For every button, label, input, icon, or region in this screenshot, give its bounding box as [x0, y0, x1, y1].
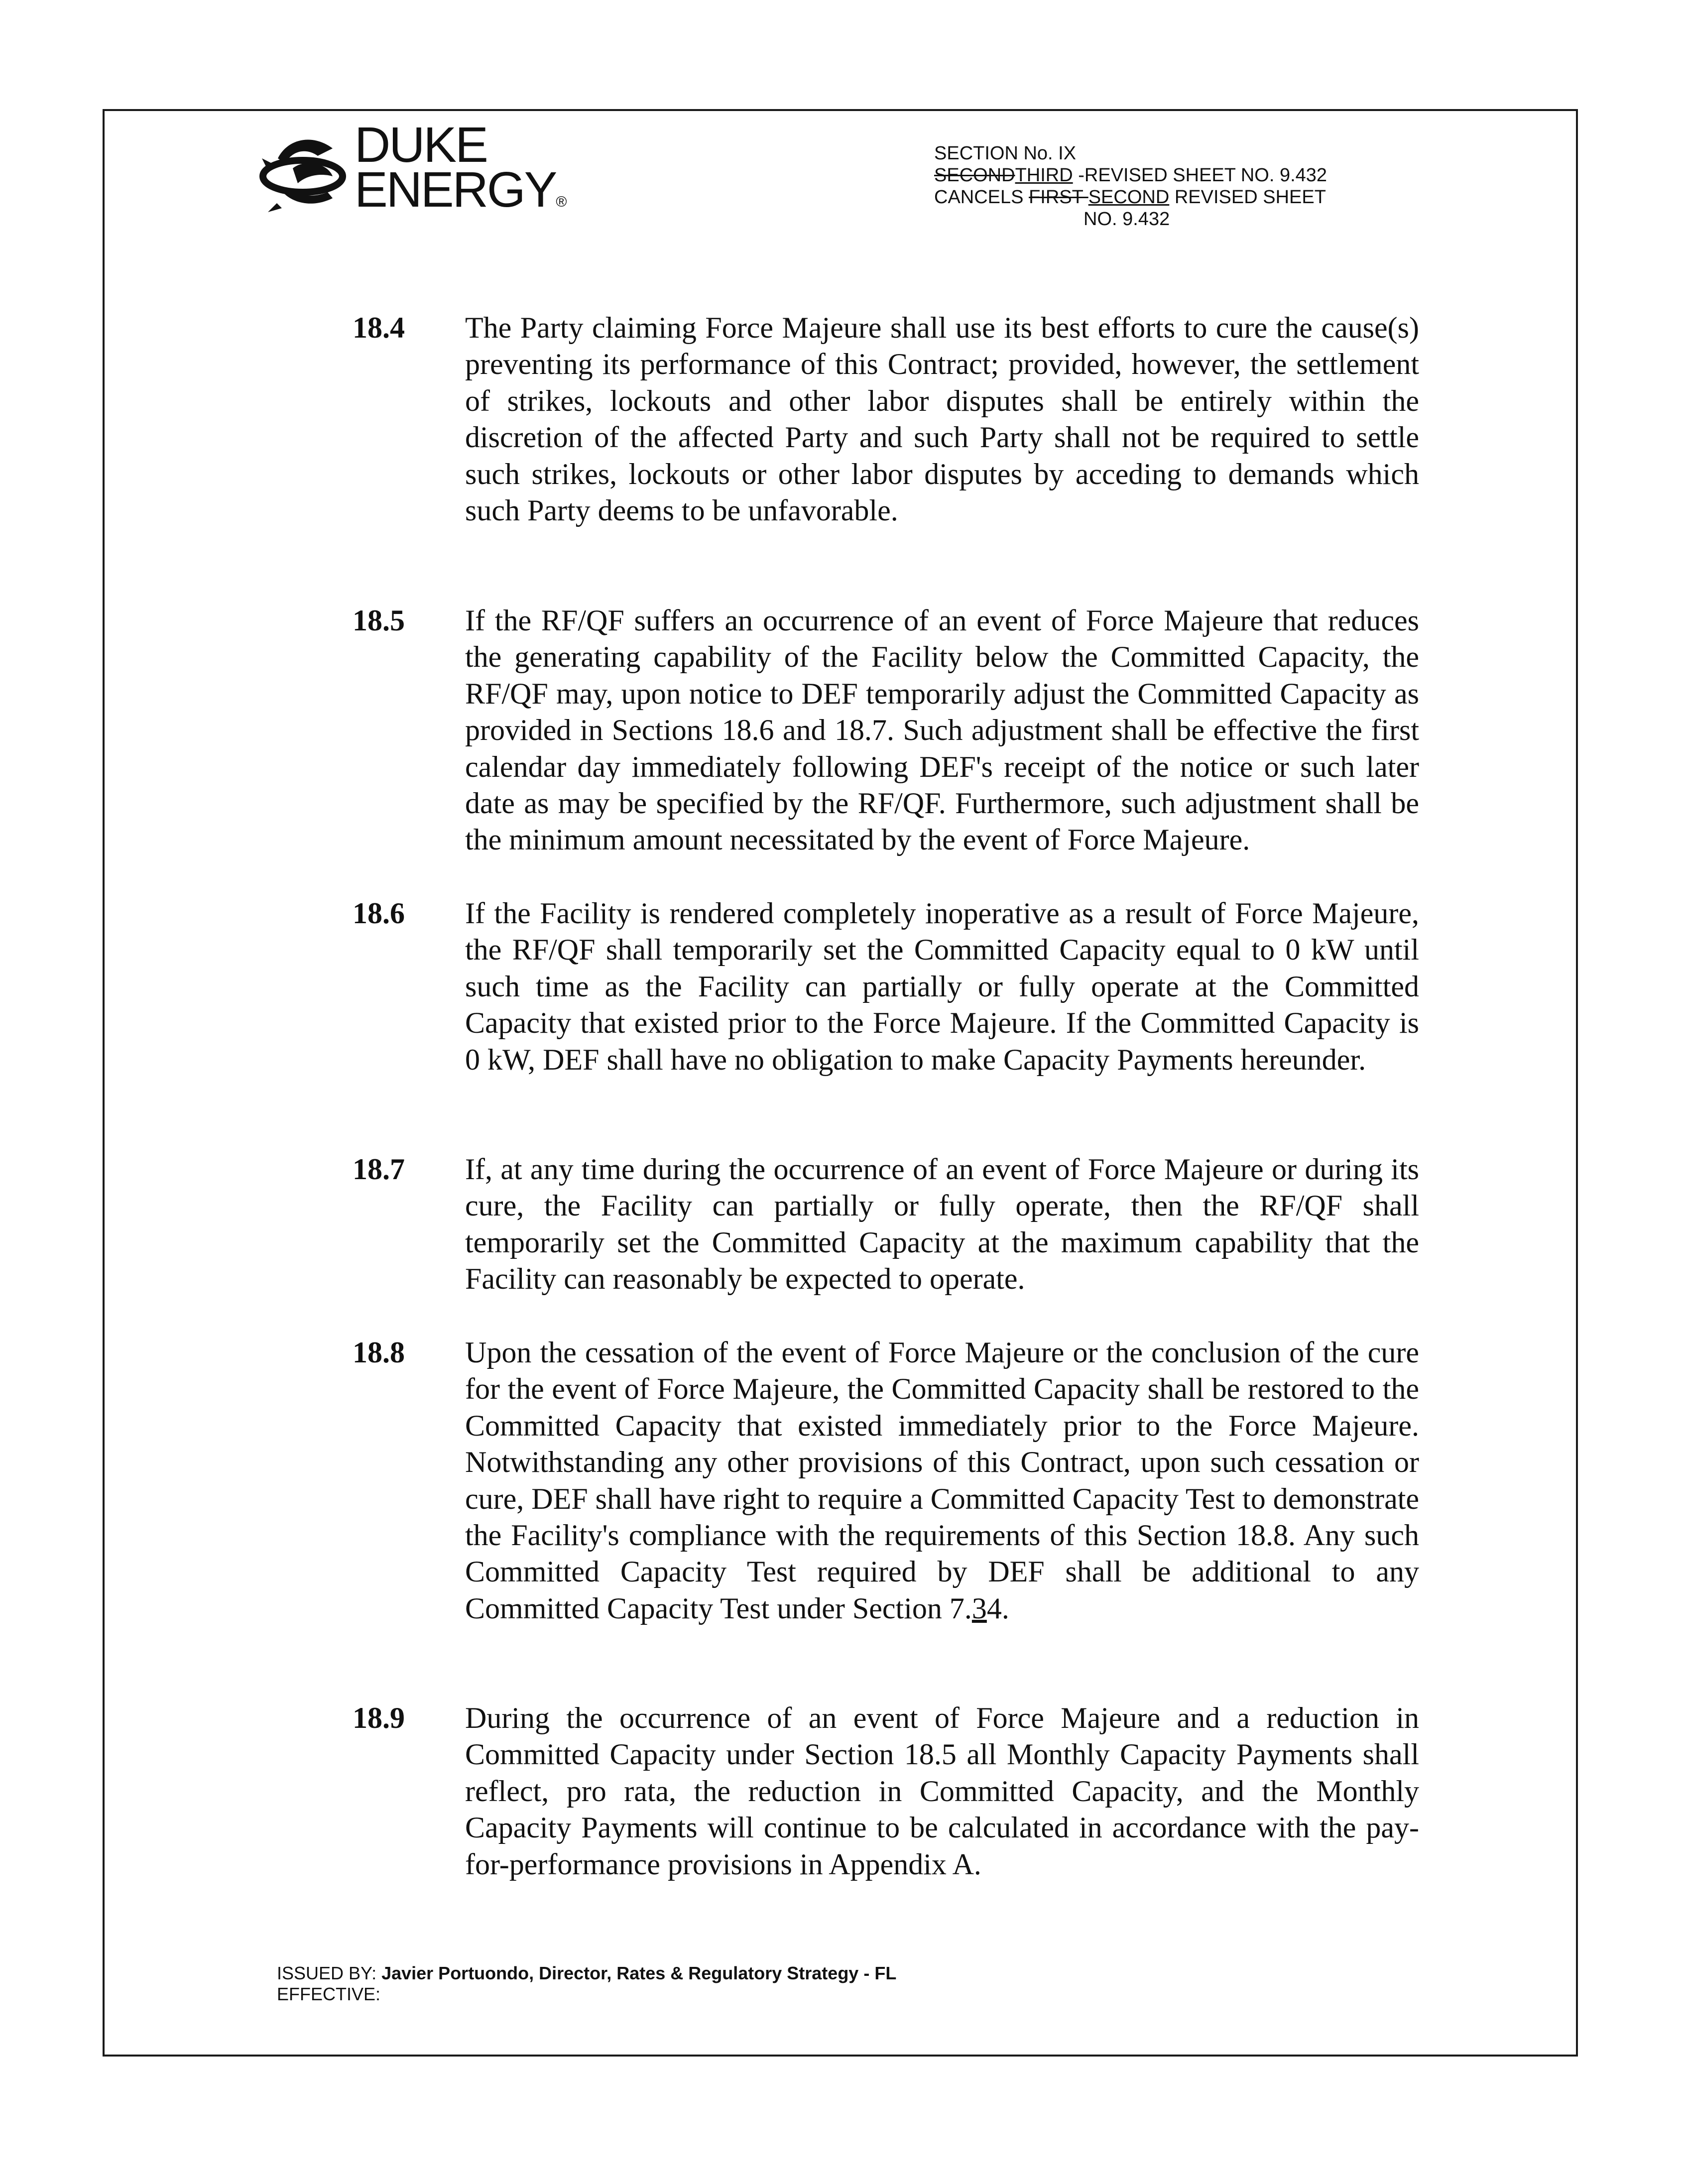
- inserted-ref-digit: 3: [971, 1591, 987, 1625]
- cancels-line: [934, 186, 1372, 208]
- paragraph-number: 18.8: [353, 1336, 405, 1369]
- sheet-header: [934, 142, 1372, 230]
- paragraph-number: 18.9: [353, 1701, 405, 1734]
- inserted-cancels-ordinal: SECOND: [1088, 187, 1170, 208]
- paragraph-number: 18.5: [353, 604, 405, 637]
- section-number: SECTION No. IX: [934, 143, 1077, 164]
- paragraph-number: 18.7: [353, 1153, 405, 1186]
- paragraph-text: During the occurrence of an event of Force Majeure and a reduction in Committed Capacity under Section 18.5 all Monthly Capacity Payments shall reflect, pro rata, the reduction in Committed Capacity, and the Monthly Capacity Payments will continue to be calculated in accordance with the pay-for-performance provisions in Appendix A.: [465, 1701, 1419, 1881]
- paragraph-text: If the Facility is rendered completely inoperative as a result of Force Majeure, the RF/QF shall temporarily set the Committed Capacity equal to 0 kW until such time as the Facility can partially or fully operate at the Committed Capacity that existed prior to the Force Majeure. If the Committed Capacity is 0 kW, DEF shall have no obligation to make Capacity Payments hereunder.: [465, 897, 1419, 1076]
- sheet-number: NO. 9.432: [1083, 209, 1170, 230]
- paragraph-number: 18.4: [353, 311, 405, 344]
- revised-sheet-line: [934, 164, 1372, 186]
- section-ref-end: .: [1001, 1591, 1009, 1625]
- paragraph-text: If the RF/QF suffers an occurrence of an event of Force Majeure that reduces the generating capability of the Facility below the Committed Capacity, the RF/QF may, upon notice to DEF temporarily adjust the Committed Capacity as provided in Sections 18.6 and 18.7. Such adjustment shall be effective the first calendar day immediately following DEF's receipt of the notice or such later date as may be specified by the RF/QF. Furthermore, such adjustment shall be the minimum amount necessitated by the event of Force Majeure.: [465, 604, 1419, 856]
- paragraph-18-5: [354, 603, 1419, 858]
- effective-label: EFFECTIVE:: [277, 1984, 381, 2004]
- logo-wordmark: [355, 117, 567, 225]
- paragraph-18-9: [354, 1700, 1419, 1883]
- section-ref-main: 7.: [949, 1591, 972, 1625]
- paragraph-18-8: [354, 1335, 1419, 1627]
- issued-footer: [277, 1963, 896, 2005]
- issued-by-label: ISSUED BY:: [277, 1963, 382, 1983]
- paragraph-text: [465, 1335, 1419, 1627]
- revised-sheet-text: -REVISED SHEET NO. 9.432: [1073, 165, 1327, 186]
- logo-line-energy: [355, 162, 567, 225]
- paragraph-18-4: [354, 310, 1419, 529]
- paragraph-text: If, at any time during the occurrence of an event of Force Majeure or during its cure, the Facility can partially or fully operate, then the RF/QF shall temporarily set the Committed Capacity at the maximum capability that the Facility can reasonably be expected to operate.: [465, 1153, 1419, 1296]
- deleted-ref-digit: 4: [986, 1591, 1002, 1625]
- inserted-ordinal: THIRD: [1015, 165, 1073, 186]
- cancels-rest-text: REVISED SHEET: [1169, 187, 1326, 208]
- logo-line-duke: DUKE: [355, 117, 487, 173]
- deleted-cancels-ordinal: FIRST: [1029, 187, 1088, 208]
- paragraph-text-main: Upon the cessation of the event of Force Majeure or the conclusion of the cure for the event of Force Majeure, the Committed Capacity shall be restored to the Committed Capacity that existed immediately prior to the Force Majeure. Notwithstanding any other provisions of this Contract, upon such cessation or cure, DEF shall have right to require a Committed Capacity Test to demonstrate the Facility's compliance with the requirements of this Section 18.8. Any such Committed Capacity Test required by DEF shall be additional to any Committed Capacity Test under Section: [465, 1336, 1419, 1625]
- paragraph-number: 18.6: [353, 897, 405, 930]
- issued-by-line: [277, 1963, 896, 1984]
- registered-mark: ®: [556, 194, 567, 210]
- paragraph-18-7: [354, 1151, 1419, 1298]
- paragraph-18-6: [354, 895, 1419, 1078]
- paragraph-text: The Party claiming Force Majeure shall use its best efforts to cure the cause(s) preventing its performance of this Contract; provided, however, the settlement of strikes, lockouts and other labor disputes shall be entirely within the discretion of the affected Party and such Party shall not be required to settle such strikes, lockouts or other labor disputes by acceding to demands which such Party deems to be unfavorable.: [465, 311, 1419, 527]
- issued-by-value: Javier Portuondo, Director, Rates & Regulatory Strategy - FL: [381, 1963, 897, 1983]
- logo-energy-text: ENERGY: [355, 162, 556, 218]
- deleted-ordinal: SECOND: [934, 165, 1015, 186]
- cancels-text: CANCELS: [934, 187, 1029, 208]
